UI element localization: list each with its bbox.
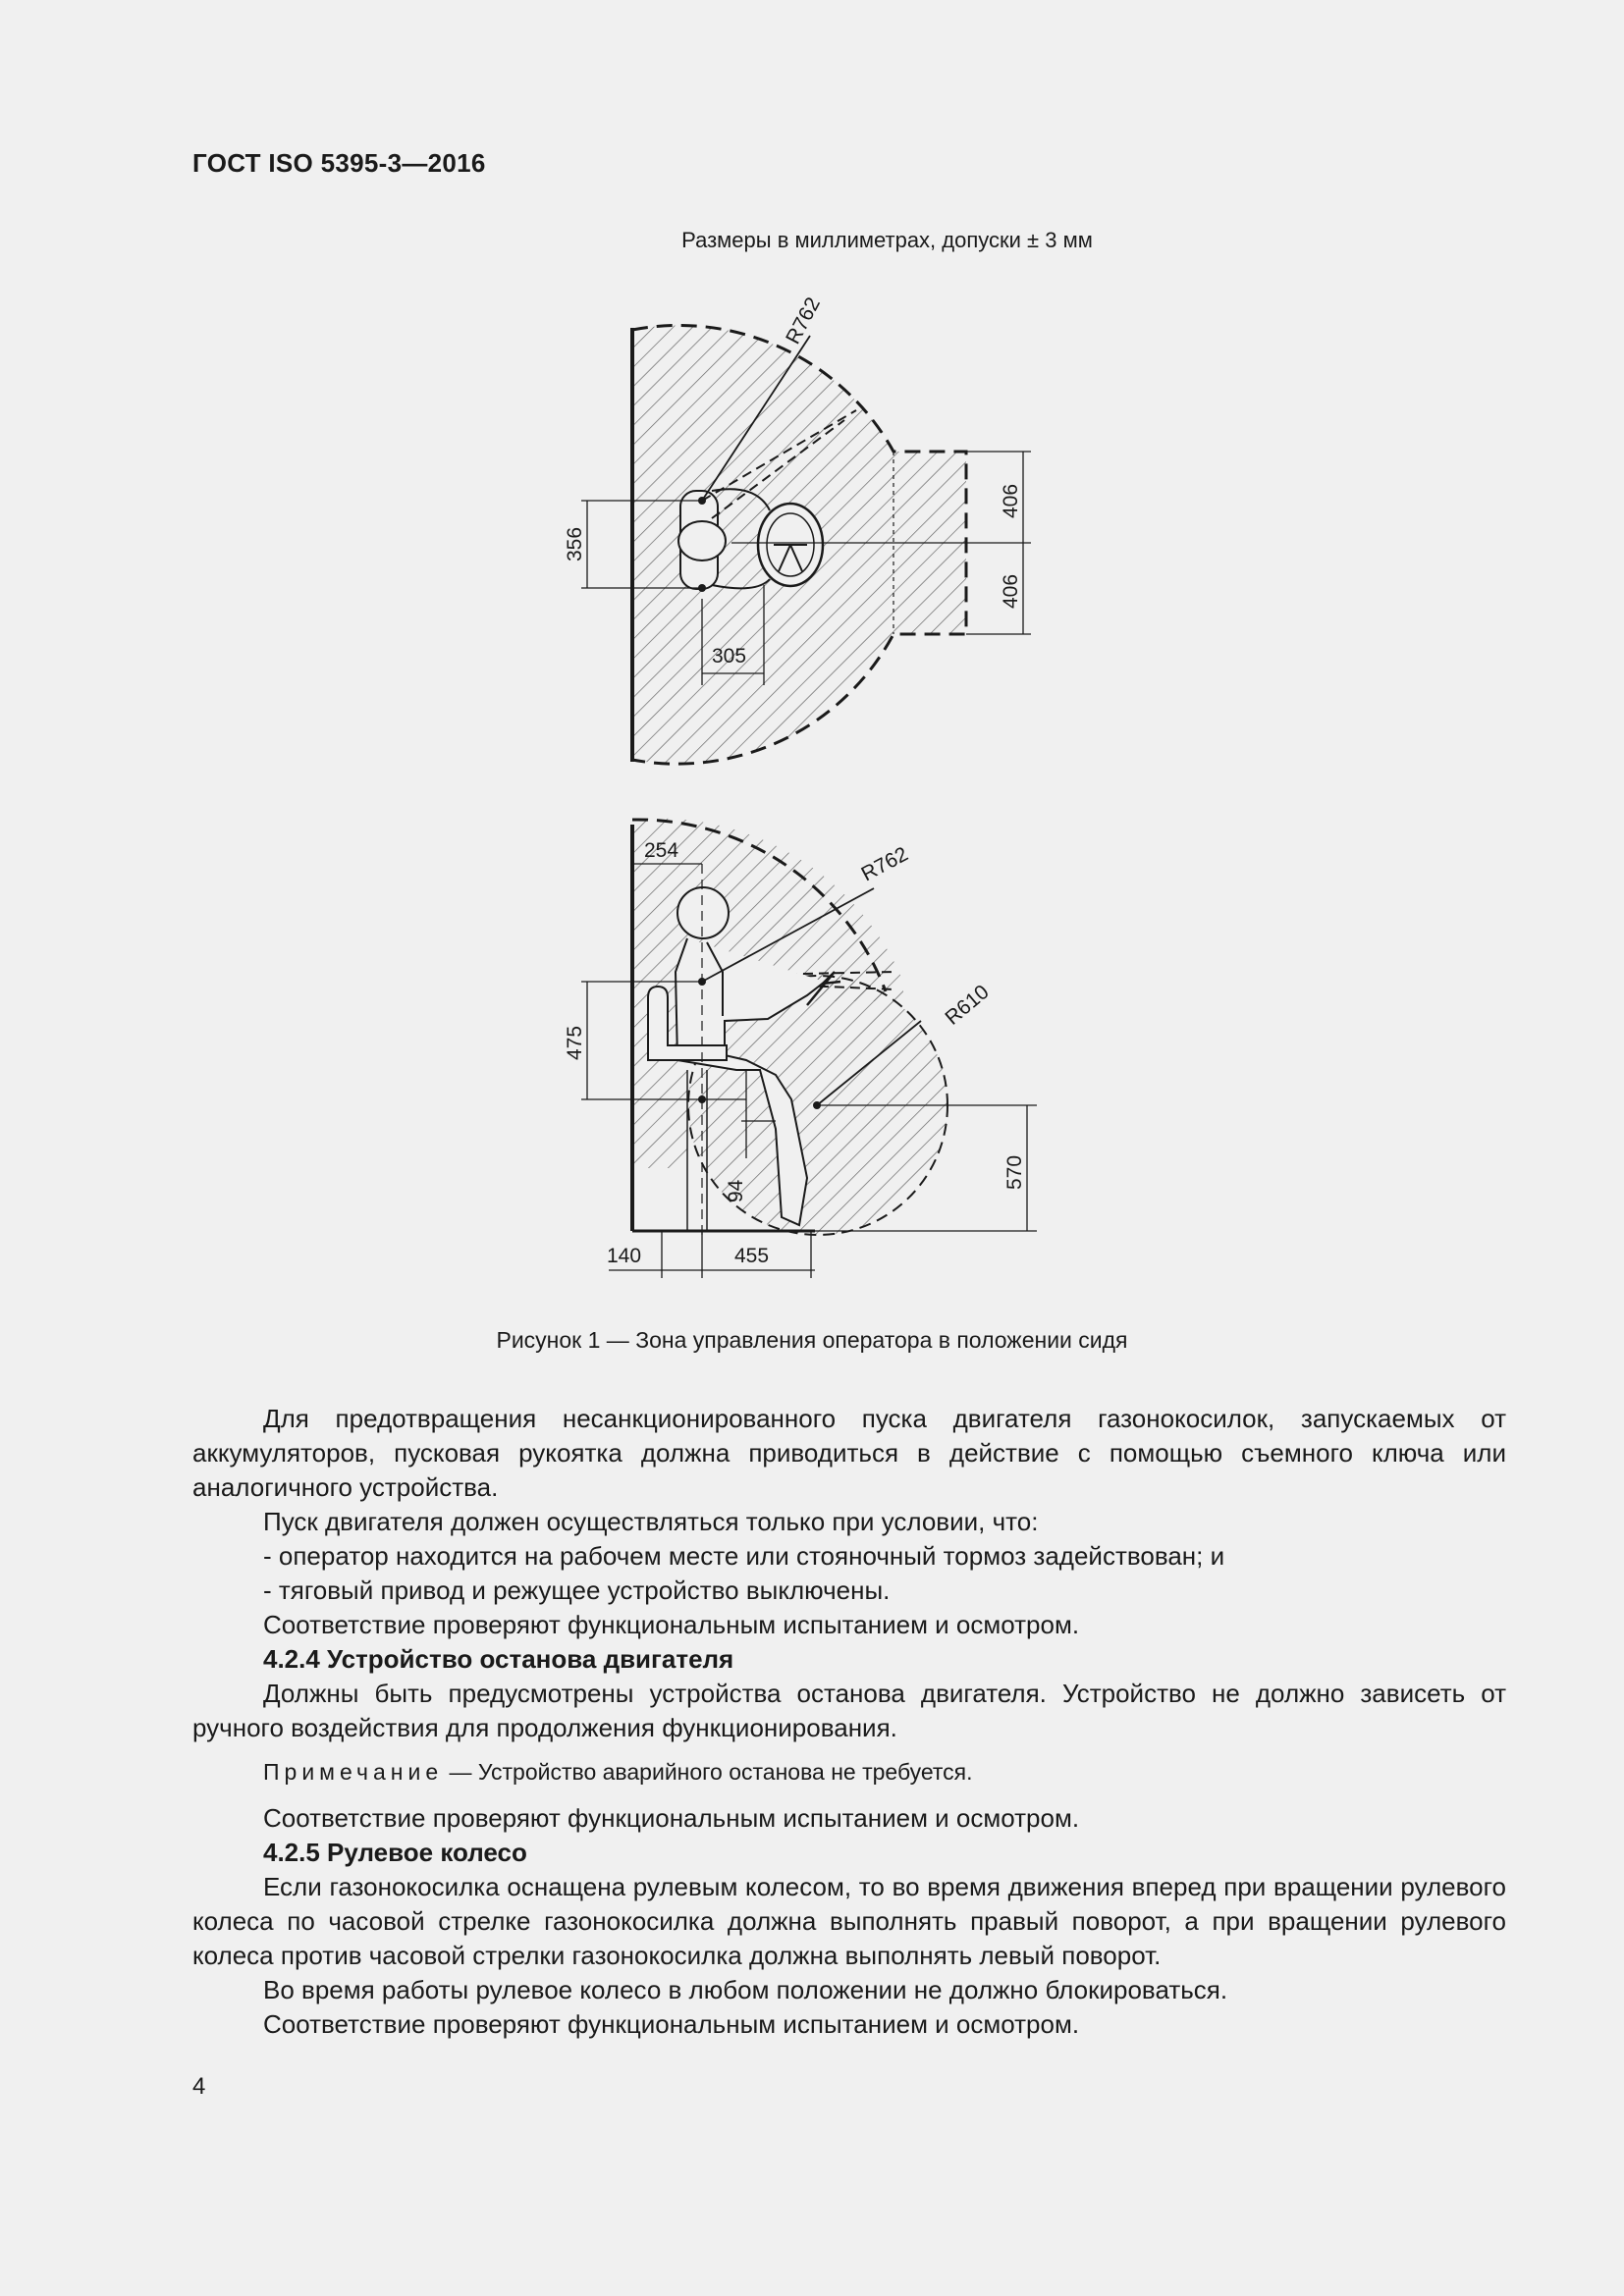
- dim-305: 305: [712, 645, 747, 667]
- paragraph: Соответствие проверяют функциональным испытанием и осмотром.: [263, 2009, 1080, 2039]
- figure-operator-zone: [550, 294, 1100, 1296]
- dim-140: 140: [607, 1245, 642, 1267]
- note-text: — Устройство аварийного останова не требуется.: [443, 1759, 973, 1785]
- figure-caption: Рисунок 1 — Зона управления оператора в положении сидя: [496, 1327, 1128, 1353]
- document-header: ГОСТ ISO 5395-3—2016: [192, 148, 486, 178]
- dim-406-lower: 406: [1000, 573, 1022, 609]
- dim-475: 475: [564, 1025, 586, 1060]
- list-item: - тяговый привод и режущее устройство выключены.: [263, 1575, 891, 1605]
- paragraph: Пуск двигателя должен осуществляться только при условии, что:: [263, 1507, 1039, 1536]
- note-label: Примечание: [263, 1759, 444, 1785]
- figure-units-note: Размеры в миллиметрах, допуски ± 3 мм: [681, 228, 1093, 252]
- list-item: - оператор находится на рабочем месте или стояночный тормоз задействован; и: [263, 1541, 1225, 1571]
- section-heading-4-2-5: 4.2.5 Рулевое колесо: [263, 1838, 527, 1867]
- page-number: 4: [192, 2073, 206, 2100]
- dim-r610: R610: [941, 980, 994, 1030]
- paragraph: Должны быть предусмотрены устройства останова двигателя. Устройство не должно зависеть от ручного воздействия для продолжения функционирования.: [192, 1679, 1506, 1742]
- dim-570: 570: [1003, 1154, 1026, 1190]
- section-heading-4-2-4: 4.2.4 Устройство останова двигателя: [263, 1644, 734, 1674]
- dim-254: 254: [644, 839, 679, 862]
- paragraph: Во время работы рулевое колесо в любом положении не должно блокироваться.: [263, 1975, 1228, 2004]
- dim-406-upper: 406: [1000, 483, 1022, 518]
- side-view: [564, 819, 1037, 1278]
- paragraph: Соответствие проверяют функциональным испытанием и осмотром.: [263, 1610, 1080, 1639]
- dim-94: 94: [725, 1179, 747, 1202]
- dim-r762-side: R762: [857, 842, 912, 886]
- top-view: [564, 294, 1031, 764]
- paragraph: Для предотвращения несанкционированного пуска двигателя газонокосилок, запускаемых от аккумуляторов, пусковая рукоятка должна приводиться в действие с помощью съемного ключа или аналогичного устройства.: [192, 1404, 1506, 1502]
- dim-455: 455: [734, 1245, 770, 1267]
- paragraph: Соответствие проверяют функциональным испытанием и осмотром.: [263, 1803, 1080, 1833]
- body-text: [192, 1402, 1506, 2042]
- operator-zone-drawing: [550, 294, 1100, 1296]
- dim-356: 356: [564, 526, 586, 561]
- paragraph: Если газонокосилка оснащена рулевым колесом, то во время движения вперед при вращении рулевого колеса по часовой стрелке газонокосилка должна выполнять правый поворот, а при вращении рулевого колеса против часовой стрелки газонокосилка должна выполнять левый поворот.: [192, 1872, 1506, 1970]
- note: [192, 1755, 1506, 1789]
- dim-r762-top: R762: [782, 294, 825, 348]
